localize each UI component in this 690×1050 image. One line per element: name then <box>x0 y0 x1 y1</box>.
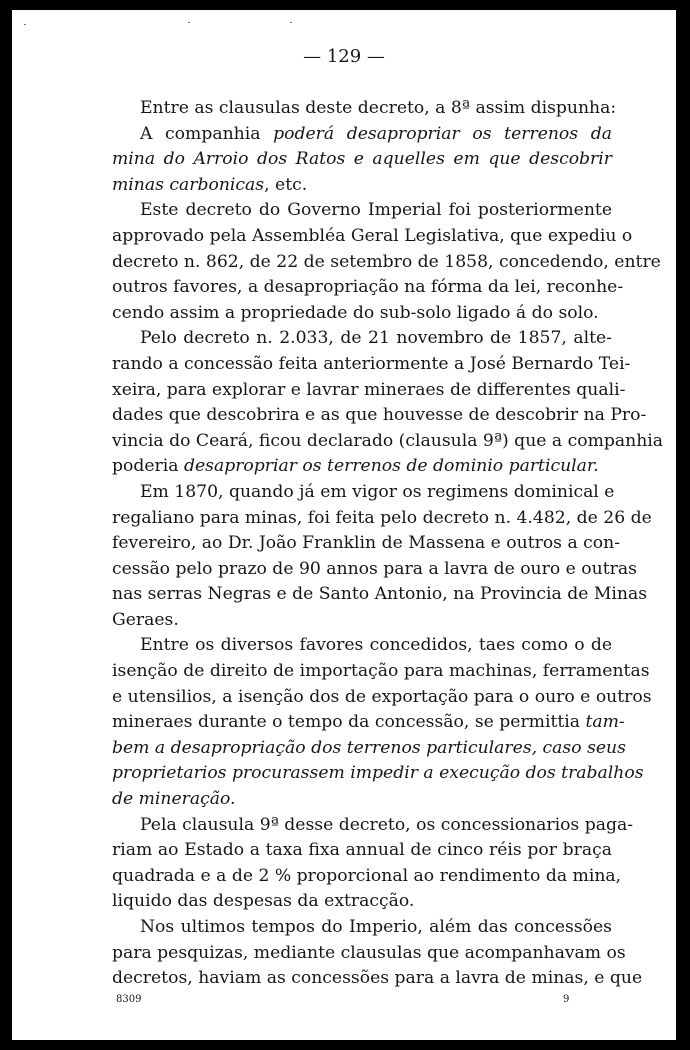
text-line: xeira, para explorar e lavrar mineraes de differentes quali- <box>112 379 626 400</box>
text-line: nas serras Negras e de Santo Antonio, na Provincia de Minas <box>112 584 648 605</box>
text-line: vincia do Ceará, ficou declarado (clausula 9ª) que a companhia <box>112 430 664 451</box>
text-line: isenção de direito de importação para machinas, ferramentas <box>112 661 650 682</box>
text-line <box>112 787 612 813</box>
text-line: approvado pela Assembléa Geral Legislativa, que expediu o <box>112 225 633 246</box>
page-number-header: — 129 — <box>303 46 385 67</box>
body-text <box>112 96 664 992</box>
text-line: fevereiro, ao Dr. João Franklin de Massena e outros a con- <box>112 533 621 554</box>
text-line <box>112 173 612 199</box>
text-line: quadrada e a de 2 % proporcional ao rendimento da mina, <box>112 865 622 886</box>
text-line <box>112 761 644 787</box>
text-line: para pesquizas, mediante clausulas que acompanhavam os <box>112 942 626 963</box>
text-line: Nos ultimos tempos do Imperio, além das concessões <box>140 917 612 937</box>
printer-signature-mark: 8309 <box>116 994 142 1005</box>
scanned-page <box>12 10 676 1040</box>
text-run: poderia <box>112 456 184 477</box>
gathering-number: 9 <box>563 994 570 1005</box>
text-run-italic: mina do Arroio dos Ratos e aquelles em que descobrir <box>112 149 612 170</box>
text-line: Pela clausula 9ª desse decreto, os concessionarios paga- <box>140 814 634 835</box>
text-line: outros favores, a desapropriação na fórma da lei, reconhe- <box>112 277 624 298</box>
text-line: Geraes. <box>112 609 179 630</box>
text-line: Pelo decreto n. 2.033, de 21 novembro de 1857, alte- <box>140 328 612 349</box>
scan-speck <box>24 24 26 25</box>
scan-speck <box>290 22 292 23</box>
text-run: , etc. <box>264 174 308 195</box>
text-line: e utensilios, a isenção dos de exportação para o ouro e outros <box>112 686 652 707</box>
text-line: Entre as clausulas deste decreto, a 8ª assim dispunha: <box>140 98 617 118</box>
text-line <box>112 147 612 173</box>
text-line: decreto n. 862, de 22 de setembro de 1858, concedendo, entre <box>112 251 661 272</box>
text-run-italic: de mineração. <box>112 789 236 810</box>
text-line: Em 1870, quando já em vigor os regimens dominical e <box>140 481 615 502</box>
text-run-italic: tam- <box>585 712 625 733</box>
text-line: Este decreto do Governo Imperial foi posteriormente <box>140 200 612 221</box>
text-run-italic: proprietarios procurassem impedir a execução dos trabalhos <box>112 763 644 784</box>
text-line: cendo assim a propriedade do sub-solo ligado á do solo. <box>112 302 599 323</box>
text-line: regaliano para minas, foi feita pelo decreto n. 4.482, de 26 de <box>112 507 652 528</box>
text-line: riam ao Estado a taxa fixa annual de cinco réis por braça <box>112 840 612 861</box>
text-run: mineraes durante o tempo da concessão, se permittia <box>112 712 586 733</box>
text-line <box>112 122 612 148</box>
text-run-italic: bem a desapropriação dos terrenos particulares, caso seus <box>112 737 626 758</box>
text-line <box>112 710 625 736</box>
text-run-italic: minas carbonicas <box>112 174 265 195</box>
text-line <box>112 736 626 762</box>
text-run-italic: poderá desapropriar os terrenos da <box>273 123 612 144</box>
text-line: dades que descobrira e as que houvesse de descobrir na Pro- <box>112 405 647 426</box>
text-line: decretos, haviam as concessões para a lavra de minas, e que <box>112 968 643 989</box>
text-line <box>112 454 612 480</box>
text-line: liquido das despesas da extracção. <box>112 891 415 912</box>
scan-speck <box>188 22 190 23</box>
text-line: cessão pelo prazo de 90 annos para a lavra de ouro e outras <box>112 558 637 579</box>
text-line: Entre os diversos favores concedidos, taes como o de <box>140 635 612 656</box>
text-run-italic: desapropriar os terrenos de dominio particular. <box>183 456 599 477</box>
text-run: A companhia <box>140 123 274 144</box>
text-line: rando a concessão feita anteriormente a José Bernardo Tei- <box>112 353 631 374</box>
